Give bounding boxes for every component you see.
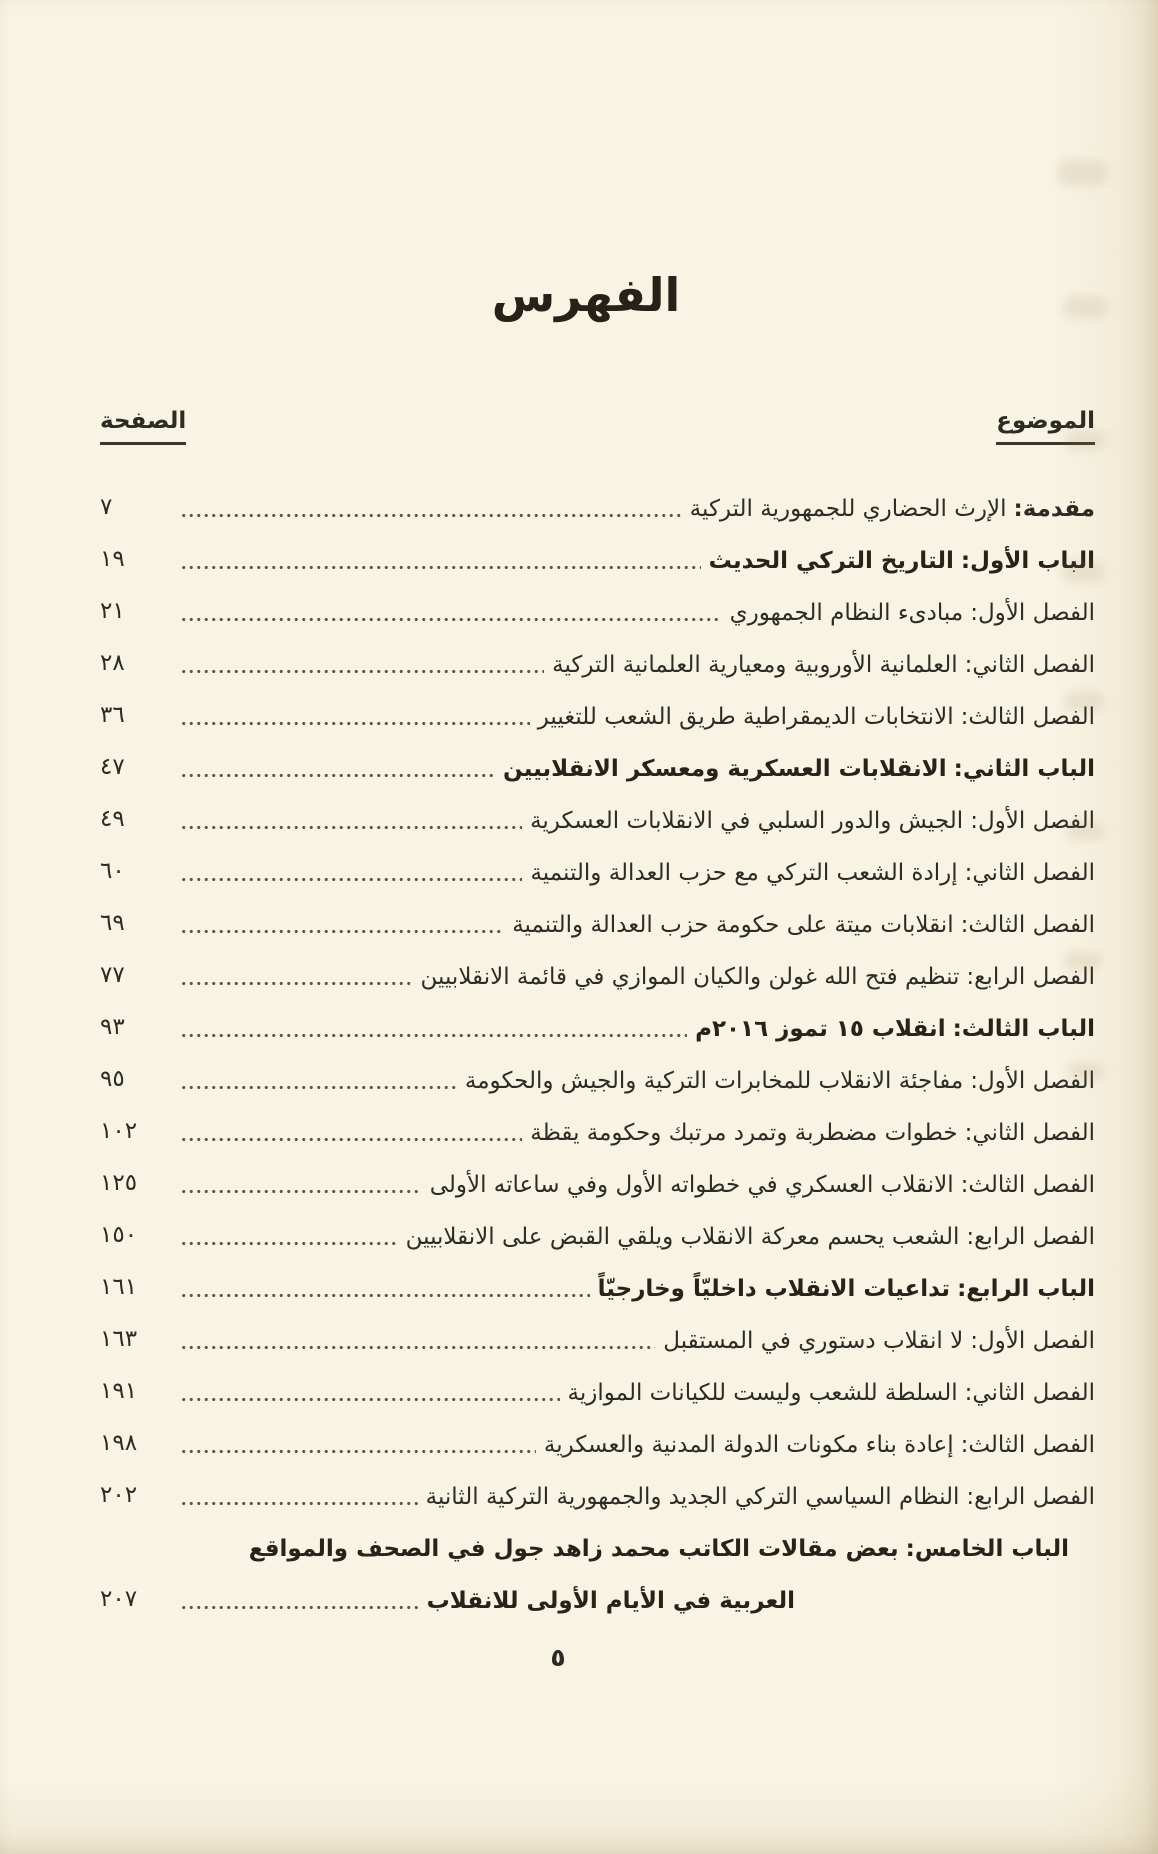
toc-entry — [100, 1253, 1095, 1305]
toc-entry — [100, 1097, 1095, 1149]
toc-entry — [100, 681, 1095, 733]
toc-entry — [100, 1409, 1095, 1461]
entry-label: الفصل الأول: — [970, 1067, 1095, 1094]
entry-label: الفصل الثالث: — [960, 1431, 1095, 1458]
toc-entry — [100, 1513, 1095, 1565]
entry-label: الفصل الأول: — [970, 807, 1095, 834]
entry-label: الفصل الأول: — [970, 599, 1095, 626]
toc-entry — [100, 1201, 1095, 1253]
dot-leader — [180, 1236, 398, 1246]
entry-label: مقدمة: — [1013, 495, 1095, 522]
dot-leader — [180, 508, 682, 518]
dot-leader — [180, 1392, 560, 1402]
toc-entry — [100, 837, 1095, 889]
toc-entry — [100, 629, 1095, 681]
dot-leader — [180, 664, 544, 674]
entry-title: تنظيم فتح الله غولن والكيان الموازي في قائمة الانقلابيين — [420, 963, 960, 990]
entry-page-number: ١٩١ — [100, 1377, 138, 1404]
dot-leader — [180, 1340, 655, 1350]
toc-list — [100, 473, 1095, 1617]
entry-title: التاريخ التركي الحديث — [708, 547, 954, 574]
toc-entry — [100, 993, 1095, 1045]
scan-artifact — [1066, 430, 1106, 450]
toc-entry — [100, 785, 1095, 837]
dot-leader — [180, 924, 504, 934]
entry-title: بعض مقالات الكاتب محمد زاهد جول في الصحف والمواقع — [248, 1535, 899, 1562]
entry-title: النظام السياسي التركي الجديد والجمهورية التركية الثانية — [425, 1483, 960, 1510]
scan-artifact — [1068, 1062, 1104, 1080]
entry-label: الفصل الثاني: — [964, 1119, 1095, 1146]
entry-title: مفاجئة الانقلاب للمخابرات التركية والجيش والحكومة — [464, 1067, 964, 1094]
entry-page-number: ٤٧ — [100, 753, 125, 780]
entry-page-number: ٧٧ — [100, 961, 125, 988]
entry-page-number: ٤٩ — [100, 805, 125, 832]
dot-leader — [180, 1080, 457, 1090]
column-header-subject: الموضوع — [996, 408, 1095, 445]
entry-page-number: ٩٣ — [100, 1013, 125, 1040]
toc-entry — [100, 941, 1095, 993]
toc-entry — [100, 889, 1095, 941]
entry-page-number: ٧ — [100, 493, 113, 520]
toc-entry-continuation — [100, 1565, 1095, 1617]
dot-leader — [180, 976, 413, 986]
toc-entry — [100, 1305, 1095, 1357]
entry-title: تداعيات الانقلاب داخليّاً وخارجيّاً — [597, 1275, 951, 1302]
entry-label: الفصل الأول: — [970, 1327, 1095, 1354]
dot-leader — [180, 716, 530, 726]
entry-label: الفصل الثاني: — [964, 1379, 1095, 1406]
entry-title: الانقلابات العسكرية ومعسكر الانقلابيين — [503, 755, 947, 782]
toc-entry — [100, 1149, 1095, 1201]
toc-entry — [100, 473, 1095, 525]
entry-title: إرادة الشعب التركي مع حزب العدالة والتنمية — [530, 859, 958, 886]
entry-title: العلمانية الأوروبية ومعيارية العلمانية التركية — [552, 651, 958, 678]
column-header-page: الصفحة — [100, 408, 186, 445]
entry-title: الجيش والدور السلبي في الانقلابات العسكرية — [530, 807, 964, 834]
dot-leader — [180, 768, 495, 778]
entry-title: لا انقلاب دستوري في المستقبل — [663, 1327, 964, 1354]
entry-label: الفصل الرابع: — [966, 1483, 1095, 1510]
entry-label: الباب الرابع: — [957, 1275, 1095, 1302]
dot-leader — [180, 1184, 422, 1194]
dot-leader — [180, 872, 522, 882]
toc-entry — [100, 577, 1095, 629]
entry-label: الفصل الرابع: — [966, 963, 1095, 990]
entry-label: الفصل الثالث: — [960, 703, 1095, 730]
entry-label: الفصل الثاني: — [964, 859, 1095, 886]
entry-page-number: ٦٠ — [100, 857, 125, 884]
entry-page-number: ١٠٢ — [100, 1117, 138, 1144]
toc-entry — [100, 1461, 1095, 1513]
entry-title: الانقلاب العسكري في خطواته الأول وفي ساعاته الأولى — [429, 1171, 954, 1198]
dot-leader — [180, 820, 522, 830]
entry-page-number: ٢٠٧ — [100, 1585, 138, 1612]
dot-leader — [180, 1600, 419, 1610]
scan-artifact — [1066, 822, 1104, 840]
entry-page-number: ٣٦ — [100, 701, 125, 728]
scan-artifact — [1064, 692, 1104, 711]
entry-title: إعادة بناء مكونات الدولة المدنية والعسكرية — [543, 1431, 954, 1458]
entry-page-number: ١٦٣ — [100, 1325, 138, 1352]
entry-page-number: ٢١ — [100, 597, 125, 624]
page-number-footer: ٥ — [550, 1643, 566, 1672]
entry-page-number: ١٥٠ — [100, 1221, 138, 1248]
dot-leader — [180, 560, 701, 570]
column-headers — [100, 408, 1095, 445]
dot-leader — [180, 1444, 536, 1454]
entry-title: الإرث الحضاري للجمهورية التركية — [689, 495, 1007, 522]
entry-label: الفصل الثالث: — [960, 1171, 1095, 1198]
entry-title: انقلابات ميتة على حكومة حزب العدالة والتنمية — [512, 911, 954, 938]
scan-artifact — [1062, 562, 1104, 582]
entry-title: خطوات مضطربة وتمرد مرتبك وحكومة يقظة — [530, 1119, 958, 1146]
entry-page-number: ٦٩ — [100, 909, 125, 936]
entry-page-number: ١٢٥ — [100, 1169, 138, 1196]
dot-leader — [180, 1028, 687, 1038]
dot-leader — [180, 612, 722, 622]
entry-label: الباب الأول: — [960, 547, 1095, 574]
toc-entry — [100, 1357, 1095, 1409]
entry-label: الباب الثاني: — [953, 755, 1095, 782]
entry-page-number: ٢٠٢ — [100, 1481, 138, 1508]
entry-label: الباب الخامس: — [905, 1535, 1069, 1562]
toc-content — [100, 408, 1095, 1617]
entry-label: الفصل الرابع: — [966, 1223, 1095, 1250]
entry-label: الفصل الثالث: — [960, 911, 1095, 938]
entry-page-number: ١٩ — [100, 545, 125, 572]
toc-entry — [100, 733, 1095, 785]
entry-page-number: ٩٥ — [100, 1065, 125, 1092]
toc-entry — [100, 1045, 1095, 1097]
dot-leader — [180, 1132, 522, 1142]
entry-page-number: ٢٨ — [100, 649, 125, 676]
scan-artifact — [1064, 952, 1102, 970]
entry-label: الفصل الثاني: — [964, 651, 1095, 678]
entry-title: السلطة للشعب وليست للكيانات الموازية — [567, 1379, 958, 1406]
dot-leader — [180, 1288, 590, 1298]
entry-title: الشعب يحسم معركة الانقلاب ويلقي القبض على الانقلابيين — [405, 1223, 960, 1250]
entry-page-number: ١٩٨ — [100, 1429, 138, 1456]
toc-entry — [100, 525, 1095, 577]
entry-label: الباب الثالث: — [952, 1015, 1095, 1042]
dot-leader — [180, 1496, 418, 1506]
entry-title: الانتخابات الديمقراطية طريق الشعب للتغيير — [537, 703, 954, 730]
entry-title: العربية في الأيام الأولى للانقلاب — [426, 1587, 795, 1614]
page-title: الفهرس — [491, 268, 681, 322]
entry-title: مبادىء النظام الجمهوري — [729, 599, 964, 626]
entry-title: انقلاب ١٥ تموز ٢٠١٦م — [695, 1015, 946, 1042]
entry-page-number: ١٦١ — [100, 1273, 138, 1300]
